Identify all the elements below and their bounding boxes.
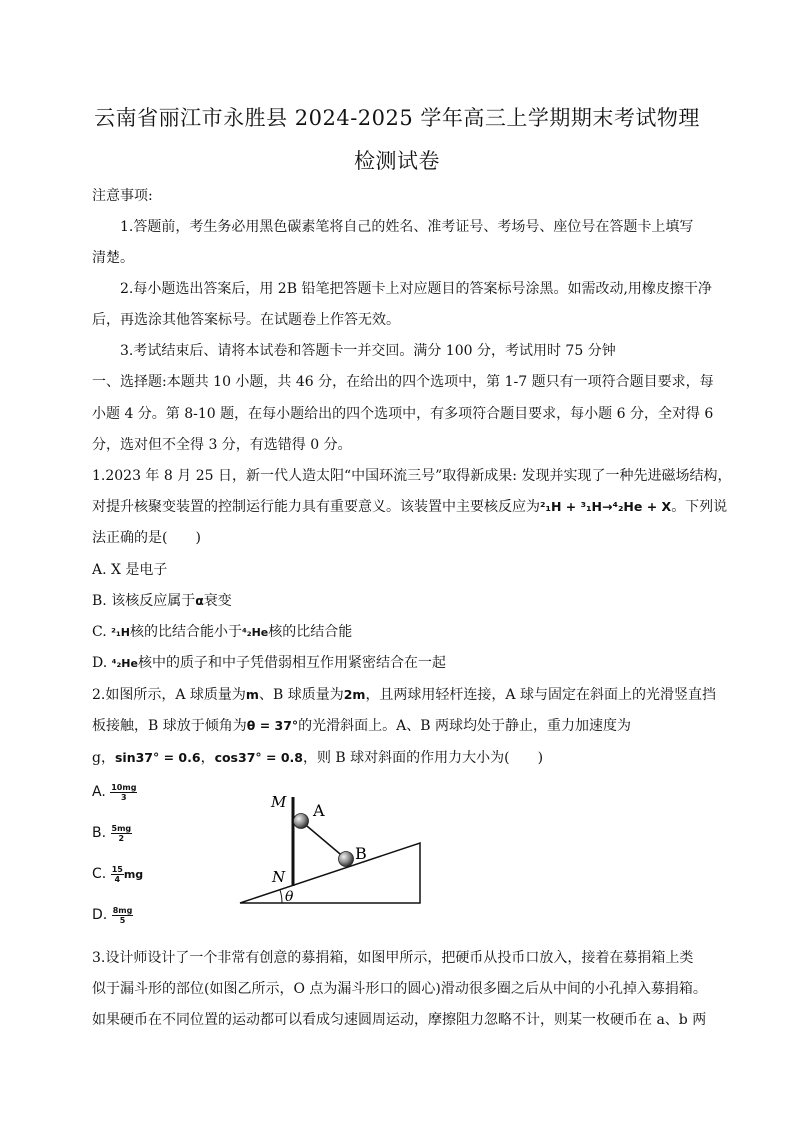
q1-option-c-helium: ⁴₂He [241,626,269,639]
q1-line-a: 1.2023 年 8 月 25 日，新一代人造太阳“中国环流三号”取得新成果: 发现并实现了一种先进磁场结构， [92,468,732,484]
note-2-line-a: 2.每小题选出答案后，用 2B 铅笔把答题卡上对应题目的答案标号涂黑。如需改动,用橡皮擦干净 [120,281,712,297]
q1-option-b-alpha: α [195,593,204,608]
q1-option-c-label: C. [92,624,112,640]
q1-option-c-mid: 核的比结合能小于 [129,624,242,640]
label-b: B [355,844,367,863]
incline-triangle [240,843,420,903]
q2-line-b-text-2: 的光滑斜面上。A、B 两球均处于静止，重力加速度为 [298,718,632,734]
q2-option-a-numerator: 10mg [111,782,137,792]
ball-a [294,814,309,829]
q2-line-a [92,685,716,705]
q2-option-c-denominator: 4 [114,874,121,884]
q2-option-a-label: A. [92,784,106,800]
note-1-line-b: 清楚。 [92,250,134,266]
q2-option-c-mg: mg [123,868,144,881]
q2-option-a-fraction [110,783,137,802]
q2-line-c-g: g， [92,750,115,766]
q2-option-b-numerator: 5mg [111,823,132,833]
q2-line-a-text-1: 2.如图所示，A 球质量为 [92,687,246,703]
q1-reaction-equation: ²₁H + ³₁H→⁴₂He + X [540,499,672,514]
q2-mass-m: m [245,687,259,702]
q2-mass-2m: 2m [343,687,366,702]
q2-line-b-text-1: 板接触，B 球放于倾角为 [92,718,247,734]
q2-angle: θ = 37° [246,718,299,733]
q2-option-d-numerator: 8mg [112,905,133,915]
q2-line-a-text-2: 、B 球质量为 [258,687,344,703]
incline-figure [235,785,435,910]
q1-option-c-tail: 核的比结合能 [268,624,353,640]
q2-option-c-label: C. [92,866,107,882]
q2-option-c-fraction [111,865,124,884]
notes-heading: 注意事项: [92,188,153,204]
q1-option-b-label: B. 该核反应属于 [92,593,196,609]
q1-line-b [92,497,728,517]
angle-arc [280,890,282,903]
label-n: N [272,868,286,886]
q1-line-b-tail: 。下列说 [671,499,728,515]
q2-option-d-fraction [112,906,134,925]
q2-option-a-denominator: 3 [121,792,127,802]
q1-option-d-tail: 核中的质子和中子凭借弱相互作用紧密结合在一起 [137,655,446,671]
section-1-line-b: 小题 4 分。第 8-10 题，在每小题给出的四个选项中，有多项符合题目要求，每小题 6 分，全对得 6 [92,406,714,422]
q3-line-a: 3.设计师设计了一个非常有创意的募捐箱，如图甲所示，把硬币从投币口放入，接着在募捐箱上类 [92,950,694,966]
section-1-line-a: 一、选择题:本题共 10 小题，共 46 分，在给出的四个选项中，第 1-7 题只有一项符合题目要求，每 [92,374,714,390]
q1-option-d-helium: ⁴₂He [111,657,138,670]
page-subtitle: 检测试卷 [354,149,440,173]
q3-line-b: 似于漏斗形的部位(如图乙所示，O 点为漏斗形口的圆心)滑动很多圈之后从中间的小孔掉入募捐箱。 [92,981,707,997]
section-1-line-c: 分，选对但不全得 3 分，有选错得 0 分。 [92,437,352,453]
q1-option-d [92,653,702,674]
label-theta: θ [285,889,294,905]
page-title: 云南省丽江市永胜县 2024-2025 学年高三上学期期末考试物理 [94,106,700,130]
light-rod [301,821,346,859]
q1-option-c-deuterium: ²₁H [111,626,130,639]
q2-sin-value: sin37° = 0.6 [114,750,201,765]
q2-cos-value: cos37° = 0.8 [214,750,303,765]
q2-line-b [92,716,702,736]
q2-option-b-fraction [111,824,133,843]
q2-option-d-denominator: 5 [119,915,126,925]
label-a: A [313,801,325,820]
note-1-line-a: 1.答题前，考生务必用黑色碳素笔将自己的姓名、准考证号、考场号、座位号在答题卡上填写 [120,219,694,235]
q2-line-c-text: ，则 B 球对斜面的作用力大小为( ) [302,750,544,766]
q2-option-c-numerator: 15 [111,864,123,874]
q3-line-c: 如果硬币在不同位置的运动都可以看成匀速圆周运动，摩擦阻力忽略不计，则某一枚硬币在 a、b 两 [92,1012,707,1028]
q2-option-d-label: D. [92,907,108,923]
q1-option-d-label: D. [92,655,112,671]
q2-line-c [92,748,702,768]
ball-b [339,852,354,867]
note-2-line-b: 后，再选涂其他答案标号。在试题卷上作答无效。 [92,312,400,328]
q2-comma: ， [200,750,215,766]
q1-option-b-tail: 衰变 [203,593,232,609]
q1-option-b [92,591,702,611]
note-3: 3.考试结束后、请将本试卷和答题卡一并交回。满分 100 分，考试用时 75 分钟 [120,343,616,359]
q1-option-c [92,622,702,643]
q2-option-b-denominator: 2 [118,833,125,843]
q2-option-b-label: B. [92,825,107,841]
label-m: M [271,793,287,811]
q1-option-a: A. X 是电子 [92,562,168,578]
q1-line-c: 法正确的是( ) [92,530,201,546]
q2-line-a-text-3: ，且两球用轻杆连接，A 球与固定在斜面上的光滑竖直挡 [365,687,716,703]
q1-line-b-text: 对提升核聚变装置的控制运行能力具有重要意义。该装置中主要核反应为 [92,499,540,515]
